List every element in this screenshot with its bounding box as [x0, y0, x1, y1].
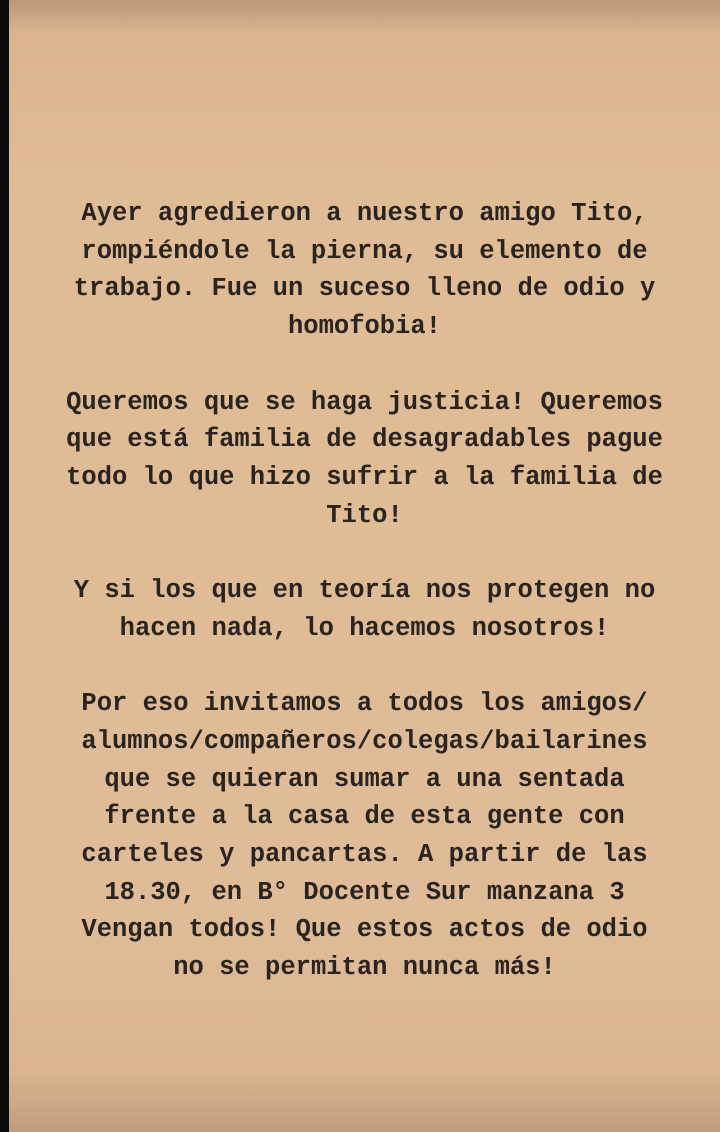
- text-line: que está familia de desagradables pague: [66, 425, 663, 455]
- text-line: no se permitan nunca más!: [173, 953, 556, 983]
- paragraph-attack: [9, 195, 720, 346]
- text-line: Queremos que se haga justicia! Queremos: [66, 387, 663, 417]
- text-line: rompiéndole la pierna, su elemento de: [81, 236, 648, 266]
- text-line: alumnos/compañeros/colegas/bailarines: [81, 726, 648, 756]
- text-line: que se quieran sumar a una sentada: [104, 764, 625, 794]
- text-line: Por eso invitamos a todos los amigos/: [81, 689, 648, 719]
- paragraph-protection: [9, 572, 720, 647]
- text-line: hacen nada, lo hacemos nosotros!: [119, 613, 610, 643]
- story-bottom-shade: [9, 1072, 720, 1132]
- story-canvas: [9, 0, 720, 1132]
- text-line: Vengan todos! Que estos actos de odio: [81, 915, 648, 945]
- story-top-shade: [9, 0, 720, 34]
- text-line: trabajo. Fue un suceso lleno de odio y: [73, 274, 656, 304]
- text-line: homofobia!: [287, 312, 442, 342]
- text-line: Ayer agredieron a nuestro amigo Tito,: [81, 199, 648, 228]
- paragraph-invitation: [9, 685, 720, 987]
- text-line: Tito!: [326, 500, 403, 530]
- paragraph-justice: [9, 384, 720, 535]
- text-line: Y si los que en teoría nos protegen no: [73, 576, 656, 605]
- text-line: todo lo que hizo sufrir a la familia de: [66, 462, 663, 492]
- text-line: frente a la casa de esta gente con: [104, 802, 625, 832]
- text-line: carteles y pancartas. A partir de las: [81, 839, 648, 869]
- story-text: [9, 195, 720, 1024]
- text-line: 18.30, en B° Docente Sur manzana 3: [104, 877, 625, 907]
